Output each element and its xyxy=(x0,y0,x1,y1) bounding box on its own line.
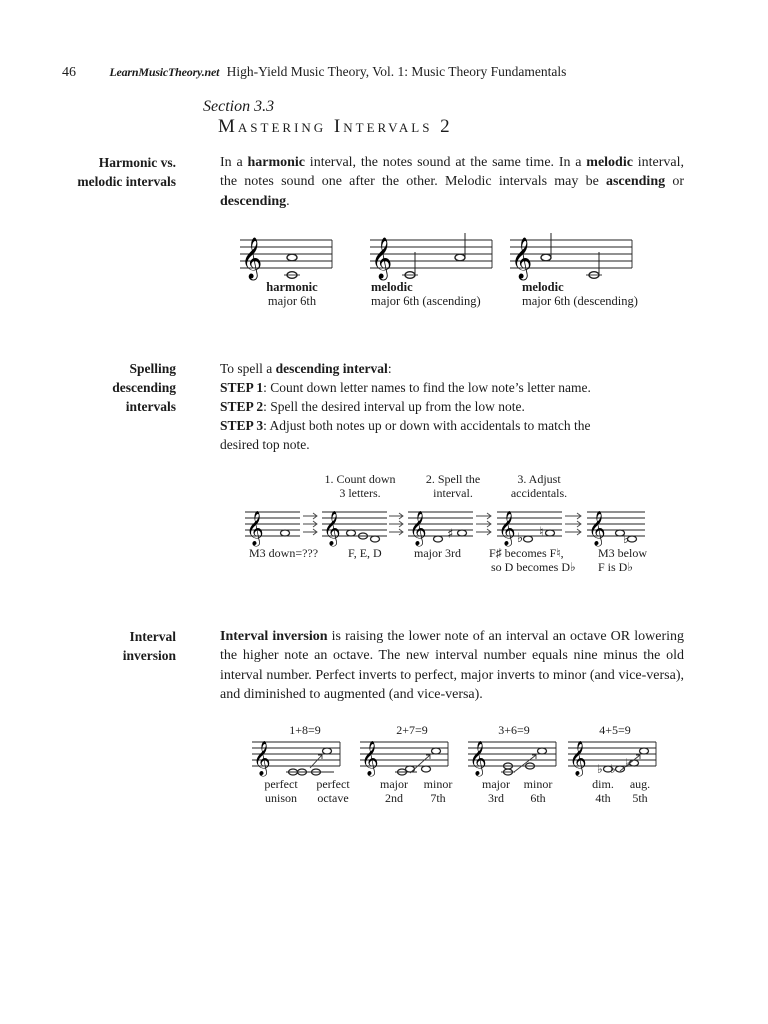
staff-descending-sequence xyxy=(245,508,655,550)
running-header xyxy=(62,64,566,81)
step-3 xyxy=(220,416,690,435)
inversion-label xyxy=(583,778,623,805)
staff-inversion-2-7 xyxy=(360,740,450,776)
text: In a xyxy=(220,155,248,170)
label-line: 5th xyxy=(632,790,648,805)
step-text: : Adjust both notes up or down with accidentals to match the xyxy=(263,418,591,433)
margin-heading-inversion xyxy=(58,627,176,665)
running-title: High-Yield Music Theory, Vol. 1: Music Theory Fundamentals xyxy=(226,64,567,79)
margin-heading-spelling xyxy=(58,359,176,416)
example-caption xyxy=(522,280,638,308)
label-line: 4th xyxy=(595,790,611,805)
paragraph-harmonic-melodic xyxy=(220,153,684,211)
sequence-caption: major 3rd xyxy=(414,546,461,560)
text: interval, the notes sound one after the other. Melodic intervals may be xyxy=(220,155,684,190)
label-line: unison xyxy=(264,790,297,805)
caption-desc: major 6th (descending) xyxy=(522,294,638,308)
example-caption xyxy=(252,280,332,308)
label-line: 2nd xyxy=(385,790,403,805)
step-label: STEP 2 xyxy=(220,399,264,414)
inversion-label xyxy=(259,778,303,805)
treble-clef-icon: 𝄞 xyxy=(246,511,264,546)
sequence-caption xyxy=(489,547,576,574)
staff-inversion-3-6 xyxy=(468,740,558,776)
bold-term: descending xyxy=(220,193,287,209)
sharp-icon: ♯ xyxy=(447,527,454,542)
caption-line: so D becomes D♭ xyxy=(491,559,576,574)
step-text: : Count down letter names to find the low note’s letter name. xyxy=(263,380,591,395)
label-line: aug. xyxy=(629,777,651,791)
treble-clef-icon: 𝄞 xyxy=(498,511,516,546)
label-line: dim. xyxy=(592,777,614,791)
caption-kind: harmonic xyxy=(266,280,318,294)
inversion-label xyxy=(474,778,518,805)
treble-clef-icon: 𝄞 xyxy=(253,741,271,776)
step-3-continued: desired top note. xyxy=(220,437,310,452)
treble-clef-icon: 𝄞 xyxy=(588,511,606,546)
label-line: perfect xyxy=(264,777,298,791)
annotation-line: 3 letters. xyxy=(339,485,381,500)
step-1 xyxy=(220,378,690,397)
caption-line: M3 below xyxy=(598,546,647,560)
spelling-intro xyxy=(220,359,690,378)
label-line: perfect xyxy=(316,777,350,791)
margin-heading-line: descending xyxy=(112,380,176,395)
annotation-line: accidentals. xyxy=(510,485,568,500)
flat-icon: ♭ xyxy=(625,756,631,770)
margin-heading-line: intervals xyxy=(125,399,176,414)
step-text: : Spell the desired interval up from the low note. xyxy=(263,399,525,414)
inversion-sum: 3+6=9 xyxy=(498,723,530,737)
annotation-count-down xyxy=(310,473,410,500)
page-number: 46 xyxy=(62,65,76,80)
label-line: minor xyxy=(423,777,453,791)
flat-icon: ♭ xyxy=(623,532,630,547)
sequence-caption: M3 down=??? xyxy=(249,546,319,560)
label-line: minor xyxy=(523,777,553,791)
annotation-line: 1. Count down xyxy=(324,472,396,486)
brand-logo-text: LearnMusicTheory.net xyxy=(109,65,220,79)
annotation-adjust xyxy=(490,473,588,500)
treble-clef-icon: 𝄞 xyxy=(469,741,487,776)
margin-heading-line: Interval xyxy=(129,629,176,644)
margin-heading-harmonic-melodic xyxy=(58,153,176,191)
section-title: Mastering Intervals 2 xyxy=(218,116,453,137)
treble-clef-icon: 𝄞 xyxy=(569,741,587,776)
bold-term: melodic xyxy=(586,155,633,170)
text: or xyxy=(665,174,684,190)
caption-kind: melodic xyxy=(522,280,564,294)
step-label: STEP 3 xyxy=(220,418,264,433)
flat-icon: ♭ xyxy=(597,762,603,776)
margin-heading-line: Spelling xyxy=(129,361,176,376)
bold-term: descending interval xyxy=(275,361,388,376)
label-line: 3rd xyxy=(488,790,504,805)
sequence-caption: F, E, D xyxy=(348,546,382,560)
margin-heading-line: inversion xyxy=(122,648,176,663)
annotation-line: 3. Adjust xyxy=(517,472,561,486)
arrow-icon xyxy=(410,755,430,773)
paragraph-interval-inversion xyxy=(220,627,684,705)
caption-kind: melodic xyxy=(371,280,413,294)
label-line: major xyxy=(482,777,510,791)
staff-melodic-ascending xyxy=(370,236,495,279)
example-caption xyxy=(371,280,481,308)
text: is raising the lower note of an interval an octave OR lowering the higher note an octave. The new interval number equals nine minus the old interval number. Perfect inverts to perfect, major inverts to minor (and vice-versa), and diminished to augmented (and vice-versa). xyxy=(220,629,684,703)
text: interval, the notes sound at the same time. In a xyxy=(305,155,587,170)
bold-term: Interval inversion xyxy=(220,629,328,644)
inversion-label xyxy=(516,778,560,805)
annotation-line: interval. xyxy=(433,485,473,500)
margin-heading-line: Harmonic vs. xyxy=(98,155,176,170)
caption-desc: major 6th xyxy=(267,294,317,308)
inversion-label xyxy=(309,778,357,805)
bold-term: ascending xyxy=(605,174,666,190)
inversion-label xyxy=(372,778,416,805)
caption-line: F is D♭ xyxy=(598,559,634,574)
natural-icon: ♮ xyxy=(539,525,544,540)
annotation-spell xyxy=(408,473,498,500)
bold-term: harmonic xyxy=(247,155,306,170)
staff-inversion-1-8 xyxy=(252,740,342,776)
treble-clef-icon: 𝄞 xyxy=(323,511,341,546)
treble-clef-icon: 𝄞 xyxy=(241,238,263,279)
label-line: major xyxy=(380,777,408,791)
label-line: 6th xyxy=(530,790,546,805)
treble-clef-icon: 𝄞 xyxy=(361,741,379,776)
flat-icon: ♭ xyxy=(610,762,616,776)
text: : xyxy=(387,361,392,376)
inversion-label xyxy=(416,778,460,805)
section-label: Section 3.3 xyxy=(203,98,275,115)
staff-inversion-4-5 xyxy=(568,740,658,776)
label-line: octave xyxy=(317,790,349,805)
label-line: 7th xyxy=(430,790,446,805)
inversion-sum: 2+7=9 xyxy=(396,723,428,737)
margin-heading-line: melodic intervals xyxy=(77,174,176,189)
staff-melodic-descending xyxy=(510,236,635,279)
annotation-line: 2. Spell the xyxy=(425,472,481,486)
staff-harmonic-example xyxy=(240,236,335,279)
flat-icon: ♭ xyxy=(517,531,524,546)
treble-clef-icon: 𝄞 xyxy=(511,238,533,279)
treble-clef-icon: 𝄞 xyxy=(371,238,393,279)
step-2 xyxy=(220,397,690,416)
inversion-label xyxy=(620,778,660,805)
inversion-sum: 1+8=9 xyxy=(289,723,321,737)
caption-desc: major 6th (ascending) xyxy=(371,294,481,308)
sequence-caption xyxy=(598,547,647,574)
step-label: STEP 1 xyxy=(220,380,264,395)
inversion-sum: 4+5=9 xyxy=(599,723,631,737)
treble-clef-icon: 𝄞 xyxy=(409,511,427,546)
caption-line: F♯ becomes F♮, xyxy=(489,546,564,560)
text: . xyxy=(286,193,290,209)
text: To spell a xyxy=(220,361,276,376)
